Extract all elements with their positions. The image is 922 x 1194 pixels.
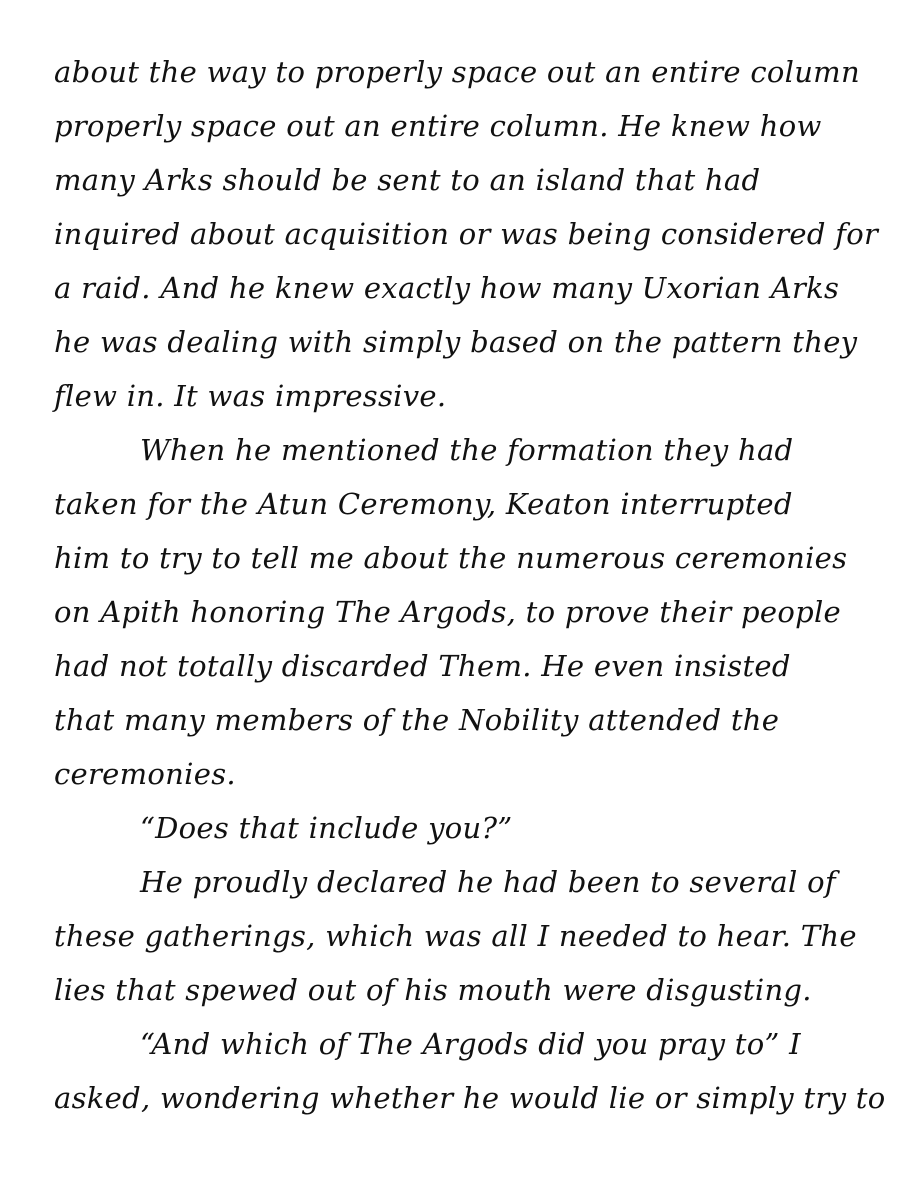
text-line-4: inquired about acquisition or was being considered for xyxy=(54,217,879,251)
text-line-20: asked, wondering whether he would lie or simply try to xyxy=(54,1081,886,1115)
text-line-19: “And which of The Argods did you pray to” I xyxy=(140,1027,801,1061)
text-line-15: “Does that include you?” xyxy=(140,811,513,845)
text-line-2: properly space out an entire column. He knew how xyxy=(54,109,822,143)
text-line-18: lies that spewed out of his mouth were disgusting. xyxy=(54,973,812,1007)
text-line-1: about the way to properly space out an entire column xyxy=(54,55,860,89)
text-line-6: he was dealing with simply based on the pattern they xyxy=(54,325,858,359)
text-line-11: on Apith honoring The Argods, to prove their people xyxy=(54,595,841,629)
text-line-5: a raid. And he knew exactly how many Uxorian Arks xyxy=(54,271,840,305)
text-line-14: ceremonies. xyxy=(54,757,236,791)
text-line-13: that many members of the Nobility attended the xyxy=(54,703,780,737)
text-line-9: taken for the Atun Ceremony, Keaton interrupted xyxy=(54,487,793,521)
text-line-8: When he mentioned the formation they had xyxy=(140,433,794,467)
text-line-12: had not totally discarded Them. He even insisted xyxy=(54,649,791,683)
text-line-7: flew in. It was impressive. xyxy=(54,379,447,413)
text-line-17: these gatherings, which was all I needed to hear. The xyxy=(54,919,857,953)
text-line-16: He proudly declared he had been to several of xyxy=(140,865,836,899)
text-line-10: him to try to tell me about the numerous ceremonies xyxy=(54,541,848,575)
text-line-3: many Arks should be sent to an island that had xyxy=(54,163,761,197)
